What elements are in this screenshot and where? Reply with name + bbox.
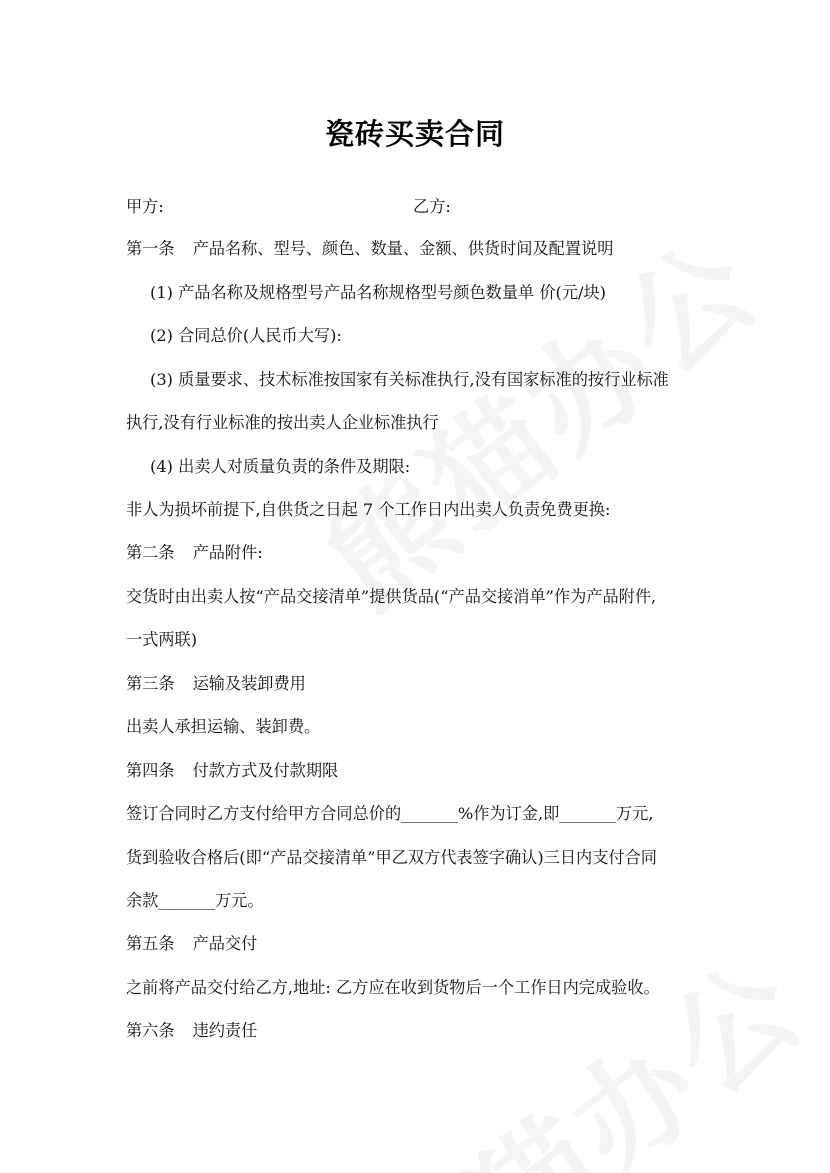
article-4-text-line-3: 余款_______万元。 [126, 891, 264, 910]
item-3-line-2: 执行,没有行业标准的按出卖人企业标准执行 [126, 413, 439, 432]
article-4-heading [126, 759, 726, 783]
article-5-title: 产品交付 [192, 934, 258, 953]
article-5-text: 之前将产品交付给乙方,地址: 乙方应在收到货物后一个工作日内完成验收。 [126, 978, 660, 997]
item-4: (4) 出卖人对质量负责的条件及期限: [150, 457, 411, 476]
article-2-text-line-1: 交货时由出卖人按“产品交接清单”提供货品(“产品交接消单”作为产品附件, [126, 587, 657, 606]
article-5-heading [126, 932, 726, 956]
article-5-number: 第五条 [126, 934, 175, 953]
article-4-text-line-2: 货到验收合格后(即“产品交接清单”甲乙双方代表签字确认)三日内支付合同 [126, 848, 657, 867]
article-2-heading [126, 541, 726, 565]
article-1-title: 产品名称、型号、颜色、数量、金额、供货时间及配置说明 [192, 239, 614, 258]
article-3-title: 运输及装卸费用 [192, 674, 306, 693]
article-3-text: 出卖人承担运输、装卸费。 [126, 717, 321, 736]
article-2-number: 第二条 [126, 543, 175, 562]
article-4-number: 第四条 [126, 761, 175, 780]
party-b-label: 乙方: [413, 197, 451, 216]
article-6-number: 第六条 [126, 1021, 175, 1040]
article-2-title: 产品附件: [192, 543, 263, 562]
item-2: (2) 合同总价(人民币大写): [150, 326, 342, 345]
article-3-number: 第三条 [126, 674, 175, 693]
document-title: 瓷砖买卖合同 [324, 117, 505, 151]
party-a-label: 甲方: [126, 197, 164, 216]
article-4-text-line-1: 签订合同时乙方支付给甲方合同总价的_______%作为订金,即_______万元, [126, 804, 654, 823]
article-2-text-line-2: 一式两联) [126, 630, 198, 649]
article-4-title: 付款方式及付款期限 [192, 761, 339, 780]
item-3-line-1: (3) 质量要求、技术标准按国家有关标准执行,没有国家标准的按行业标准 [150, 370, 669, 389]
article-3-heading [126, 672, 726, 696]
item-1: (1) 产品名称及规格型号产品名称规格型号颜色数量单 价(元/块) [150, 283, 606, 302]
item-4-text: 非人为损坏前提下,自供货之日起 7 个工作日内出卖人负责免费更换: [126, 500, 611, 519]
article-1-heading [126, 237, 726, 261]
article-1-number: 第一条 [126, 239, 175, 258]
article-6-heading [126, 1019, 726, 1043]
article-6-title: 违约责任 [192, 1021, 258, 1040]
